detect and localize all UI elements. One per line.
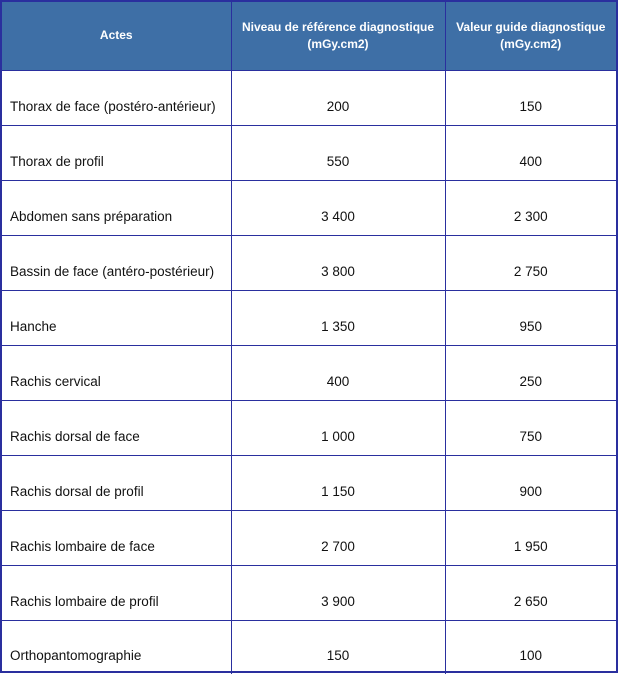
cell-acte: Thorax de profil (2, 125, 231, 180)
table-row (2, 180, 616, 235)
cell-nrd: 200 (231, 70, 445, 125)
cell-vgd: 950 (445, 290, 616, 345)
table-row (2, 125, 616, 180)
cell-nrd: 400 (231, 345, 445, 400)
cell-acte: Thorax de face (postéro-antérieur) (2, 70, 231, 125)
header-vgd (445, 2, 616, 70)
cell-nrd: 2 700 (231, 510, 445, 565)
cell-vgd: 900 (445, 455, 616, 510)
header-vgd-label: Valeur guide diagnostique (456, 19, 606, 34)
cell-nrd: 150 (231, 620, 445, 674)
cell-nrd: 3 400 (231, 180, 445, 235)
cell-nrd: 1 350 (231, 290, 445, 345)
cell-nrd: 550 (231, 125, 445, 180)
header-nrd-unit: (mGy.cm2) (307, 36, 369, 51)
reference-levels-table (2, 2, 616, 674)
cell-acte: Rachis lombaire de profil (2, 565, 231, 620)
header-nrd-label: Niveau de référence diagnostique (241, 19, 435, 34)
cell-acte: Rachis dorsal de face (2, 400, 231, 455)
header-vgd-unit: (mGy.cm2) (500, 36, 562, 51)
cell-acte: Rachis cervical (2, 345, 231, 400)
cell-vgd: 250 (445, 345, 616, 400)
cell-nrd: 3 800 (231, 235, 445, 290)
header-nrd (231, 2, 445, 70)
cell-acte: Bassin de face (antéro-postérieur) (2, 235, 231, 290)
table-row (2, 510, 616, 565)
table-row (2, 455, 616, 510)
cell-vgd: 100 (519, 648, 543, 664)
cell-vgd: 2 650 (445, 565, 616, 620)
table-row (2, 70, 616, 125)
cell-vgd: 750 (445, 400, 616, 455)
table-row (2, 345, 616, 400)
table-row (2, 235, 616, 290)
table-row (2, 565, 616, 620)
cell-acte: Abdomen sans préparation (2, 180, 231, 235)
table-row (2, 620, 616, 674)
cell-acte: Rachis lombaire de face (2, 510, 231, 565)
cell-nrd: 1 150 (231, 455, 445, 510)
cell-vgd: 400 (445, 125, 616, 180)
cell-vgd: 150 (445, 70, 616, 125)
header-actes (2, 2, 231, 70)
cell-acte: Hanche (2, 290, 231, 345)
table-row (2, 400, 616, 455)
cell-nrd: 1 000 (231, 400, 445, 455)
table-row (2, 290, 616, 345)
cell-vgd: 2 750 (445, 235, 616, 290)
cell-nrd: 3 900 (231, 565, 445, 620)
cell-vgd: 2 300 (445, 180, 616, 235)
cell-acte: Orthopantomographie (2, 620, 231, 674)
cell-vgd: 1 950 (445, 510, 616, 565)
cell-acte: Rachis dorsal de profil (2, 455, 231, 510)
table-header-row (2, 2, 616, 70)
header-actes-label: Actes (99, 28, 133, 43)
